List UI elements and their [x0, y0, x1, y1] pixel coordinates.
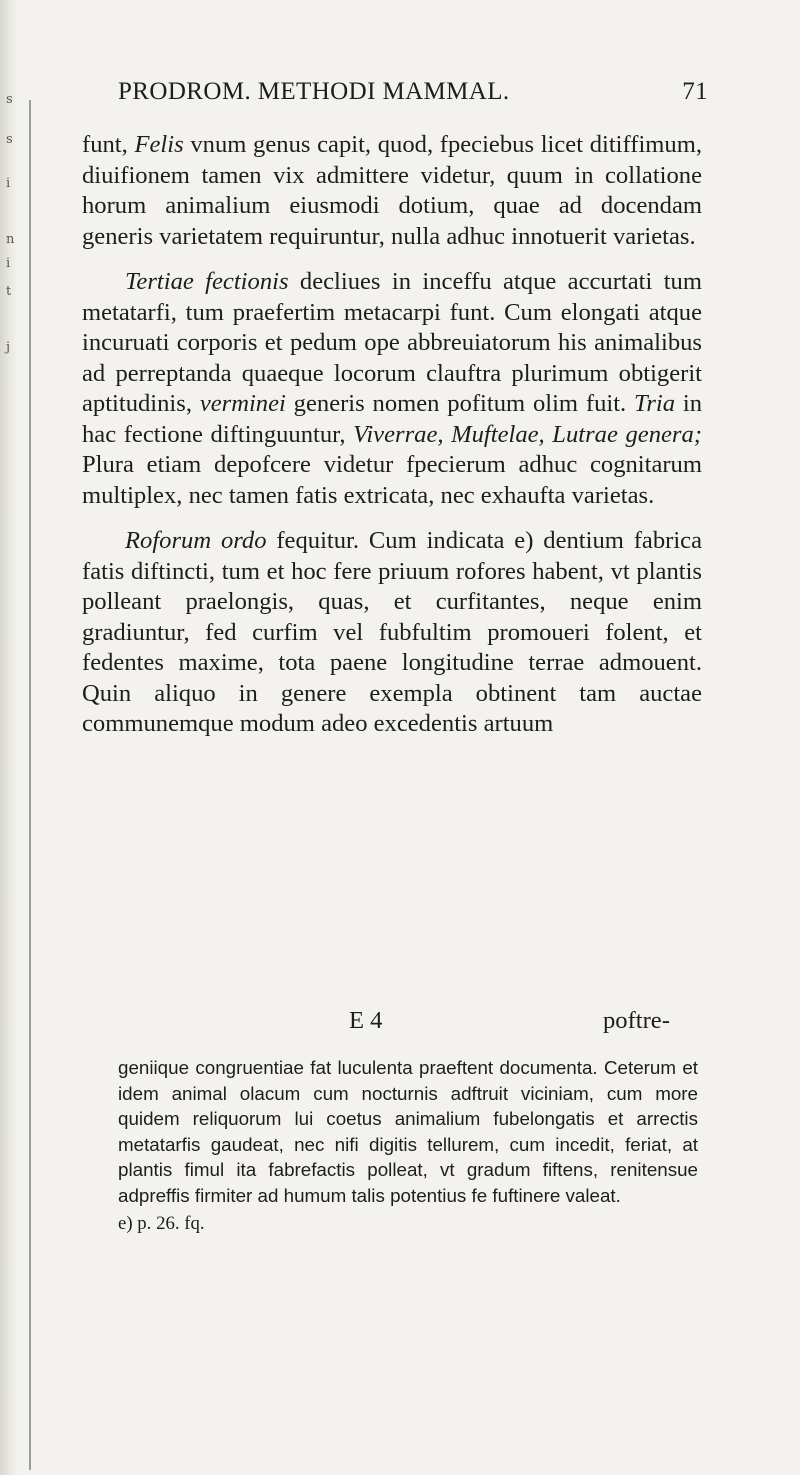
- text-run: vnum genus capit, quod, fpeciebus licet ditiffimum, diuifionem tamen vix admittere videtur, quum in collatione horum animalium eiusmodi dotium, quae ad docendam generis varietatem requiruntur, nulla adhuc innotuerit varietas.: [82, 131, 702, 250]
- gutter-mark: s: [6, 132, 13, 147]
- text-run: funt,: [82, 131, 135, 158]
- footnote: [118, 1055, 698, 1236]
- footnote-reference: e) p. 26. fq.: [118, 1212, 205, 1234]
- binding-gutter-line: [29, 100, 31, 1470]
- signature-mark: E 4: [349, 1007, 383, 1034]
- italic-run: Felis: [134, 131, 184, 158]
- page-edge: [0, 0, 18, 1475]
- main-text: [82, 130, 702, 755]
- running-head: [118, 78, 708, 106]
- catchword: poftre-: [603, 1007, 670, 1034]
- text-run: fequitur. Cum indicata e) dentium fabrica fatis diftincti, tum et hoc fere priuum rofores habent, vt plantis polleant praelongis, quas, et curfitantes, neque enim gradiuntur, fed curfim vel fubfultim promoueri folent, et fedentes maxime, tota paene longitudine terrae admouent. Quin aliquo in genere exempla obtinent tam auctae communemque modum adeo excedentis artuum: [82, 527, 702, 737]
- text-run: decliues in inceffu atque accurtati tum metatarfi, tum praefertim metacarpi funt. Cum elongati atque incuruati corporis et pedum ope abbreuiatorum his animalibus ad perreptanda quaeque locorum clauftra plurimum obtigerit aptitudinis,: [82, 268, 702, 417]
- paragraph: [82, 267, 702, 511]
- footnote-text: geniique congruentiae fat luculenta praeftent documenta. Ceterum et idem animal olacum cum nocturnis adftruit viciniam, cum more quidem reliquorum lui coetus animalium fubelongatis et arrectis metatarfis gaudeat, nec nifi digitis tellurem, cum incedit, feriat, at plantis fimul ita fabrefactis polleat, vt gradum fiftens, renitensue adpreffis firmiter ad humum talis potentius fe fuftinere valeat.: [118, 1057, 698, 1206]
- italic-run: Viverrae, Muftelae, Lutrae genera;: [353, 420, 702, 448]
- italic-run: verminei: [199, 390, 286, 417]
- italic-run: Tria: [634, 390, 676, 417]
- gutter-mark: j: [6, 340, 11, 355]
- gutter-mark: s: [6, 92, 13, 107]
- gutter-mark: n: [6, 232, 15, 247]
- gutter-mark: t: [6, 284, 12, 299]
- gutter-mark: i: [6, 256, 11, 271]
- italic-run: Roforum ordo: [125, 527, 267, 554]
- page-number: 71: [682, 78, 708, 105]
- italic-run: Tertiae fectionis: [125, 268, 289, 295]
- gutter-mark: i: [6, 176, 11, 191]
- text-run: in hac fectione diftinguuntur,: [82, 390, 702, 448]
- paragraph: [82, 130, 702, 252]
- text-run: Plura etiam depofcere videtur fpecierum adhuc cognitarum multiplex, nec tamen fatis extricata, nec exhaufta varietas.: [82, 451, 702, 509]
- paragraph: [82, 526, 702, 740]
- running-head-title: PRODROM. METHODI MAMMAL.: [118, 78, 510, 105]
- text-run: generis nomen pofitum olim fuit.: [285, 390, 635, 417]
